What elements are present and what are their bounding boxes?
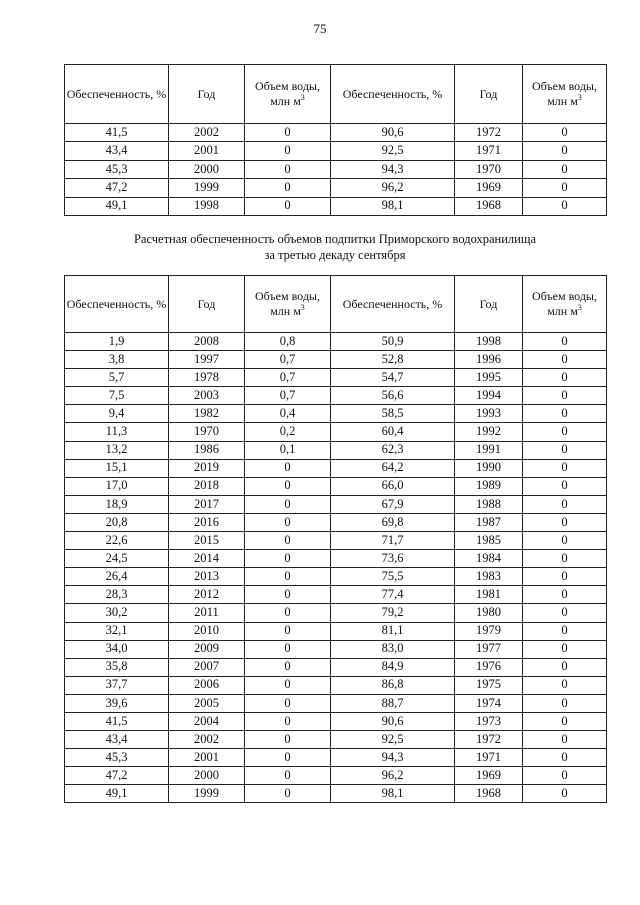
table-caption bbox=[0, 231, 640, 264]
cell-year: 1992 bbox=[455, 423, 523, 441]
cell-year: 1984 bbox=[455, 550, 523, 568]
cell-volume: 0 bbox=[245, 124, 331, 142]
table-row bbox=[65, 441, 607, 459]
table-row bbox=[65, 160, 607, 178]
cell-probability: 45,3 bbox=[65, 160, 169, 178]
cell-volume: 0,4 bbox=[245, 405, 331, 423]
cell-probability: 64,2 bbox=[331, 459, 455, 477]
cell-year: 1978 bbox=[169, 369, 245, 387]
cell-year: 1969 bbox=[455, 767, 523, 785]
cell-probability: 98,1 bbox=[331, 197, 455, 215]
cell-volume: 0,2 bbox=[245, 423, 331, 441]
cell-volume: 0 bbox=[245, 550, 331, 568]
table-row bbox=[65, 731, 607, 749]
table-row bbox=[65, 495, 607, 513]
header-volume: Объем воды, млн $м^3$ bbox=[245, 276, 331, 333]
cell-volume: 0 bbox=[245, 179, 331, 197]
table-row bbox=[65, 124, 607, 142]
cell-probability: 54,7 bbox=[331, 369, 455, 387]
cell-year: 1983 bbox=[455, 568, 523, 586]
table-row bbox=[65, 767, 607, 785]
cell-year: 1997 bbox=[169, 351, 245, 369]
header-volume: Объем воды, млн $м^3$ bbox=[523, 65, 607, 124]
cell-year: 1994 bbox=[455, 387, 523, 405]
header-probability: Обеспеченность, % bbox=[65, 65, 169, 124]
cell-year: 1999 bbox=[169, 785, 245, 803]
cell-volume: 0 bbox=[523, 658, 607, 676]
cell-volume: 0 bbox=[523, 441, 607, 459]
cell-volume: 0 bbox=[245, 658, 331, 676]
table-row bbox=[65, 405, 607, 423]
cell-year: 1995 bbox=[455, 369, 523, 387]
cell-volume: 0 bbox=[245, 513, 331, 531]
cell-volume: 0 bbox=[245, 712, 331, 730]
table-row bbox=[65, 604, 607, 622]
cell-probability: 1,9 bbox=[65, 333, 169, 351]
cell-volume: 0 bbox=[523, 622, 607, 640]
table-row bbox=[65, 459, 607, 477]
cell-year: 1986 bbox=[169, 441, 245, 459]
cell-year: 1996 bbox=[455, 351, 523, 369]
cell-year: 1972 bbox=[455, 124, 523, 142]
cell-year: 1973 bbox=[455, 712, 523, 730]
cell-volume: 0 bbox=[523, 333, 607, 351]
cell-volume: 0 bbox=[523, 142, 607, 160]
cell-probability: 43,4 bbox=[65, 731, 169, 749]
cell-year: 1970 bbox=[455, 160, 523, 178]
header-year: Год bbox=[455, 276, 523, 333]
cell-probability: 18,9 bbox=[65, 495, 169, 513]
cell-year: 2013 bbox=[169, 568, 245, 586]
cell-probability: 58,5 bbox=[331, 405, 455, 423]
cell-year: 1980 bbox=[455, 604, 523, 622]
cell-probability: 81,1 bbox=[331, 622, 455, 640]
table-row bbox=[65, 568, 607, 586]
cell-probability: 56,6 bbox=[331, 387, 455, 405]
cell-year: 1991 bbox=[455, 441, 523, 459]
cell-year: 2003 bbox=[169, 387, 245, 405]
cell-volume: 0 bbox=[245, 532, 331, 550]
cell-probability: 7,5 bbox=[65, 387, 169, 405]
page-number: 75 bbox=[313, 21, 327, 36]
cell-probability: 26,4 bbox=[65, 568, 169, 586]
cell-volume: 0 bbox=[245, 640, 331, 658]
cell-probability: 98,1 bbox=[331, 785, 455, 803]
cell-probability: 94,3 bbox=[331, 160, 455, 178]
cell-probability: 37,7 bbox=[65, 676, 169, 694]
cell-volume: 0 bbox=[523, 550, 607, 568]
cell-year: 2019 bbox=[169, 459, 245, 477]
cell-volume: 0 bbox=[523, 604, 607, 622]
cell-volume: 0 bbox=[523, 495, 607, 513]
cell-volume: 0 bbox=[523, 477, 607, 495]
cell-probability: 9,4 bbox=[65, 405, 169, 423]
cell-volume: 0,7 bbox=[245, 387, 331, 405]
caption-line-1: Расчетная обеспеченность объемов подпитки Приморского водохранилища bbox=[133, 232, 537, 246]
cell-volume: 0 bbox=[245, 160, 331, 178]
cell-volume: 0 bbox=[245, 622, 331, 640]
cell-year: 2005 bbox=[169, 694, 245, 712]
cell-volume: 0 bbox=[245, 495, 331, 513]
cell-volume: 0 bbox=[245, 694, 331, 712]
cell-volume: 0 bbox=[245, 749, 331, 767]
cell-volume: 0 bbox=[523, 532, 607, 550]
table-row bbox=[65, 640, 607, 658]
cell-year: 2016 bbox=[169, 513, 245, 531]
cell-volume: 0 bbox=[523, 124, 607, 142]
cell-year: 1974 bbox=[455, 694, 523, 712]
table-row bbox=[65, 333, 607, 351]
caption-line-2: за третью декаду сентября bbox=[264, 248, 406, 263]
cell-volume: 0 bbox=[523, 694, 607, 712]
cell-volume: 0 bbox=[523, 785, 607, 803]
cell-probability: 90,6 bbox=[331, 712, 455, 730]
cell-year: 2017 bbox=[169, 495, 245, 513]
table-row bbox=[65, 658, 607, 676]
cell-year: 1971 bbox=[455, 749, 523, 767]
cell-probability: 50,9 bbox=[331, 333, 455, 351]
cell-year: 2000 bbox=[169, 767, 245, 785]
cell-volume: 0 bbox=[523, 179, 607, 197]
cell-year: 2002 bbox=[169, 124, 245, 142]
table-row bbox=[65, 694, 607, 712]
cell-probability: 20,8 bbox=[65, 513, 169, 531]
cell-volume: 0 bbox=[245, 676, 331, 694]
cell-volume: 0,7 bbox=[245, 369, 331, 387]
table-header-row bbox=[65, 65, 607, 124]
cell-year: 2001 bbox=[169, 749, 245, 767]
cell-year: 1989 bbox=[455, 477, 523, 495]
cell-volume: 0 bbox=[523, 160, 607, 178]
cell-probability: 41,5 bbox=[65, 124, 169, 142]
cell-probability: 24,5 bbox=[65, 550, 169, 568]
table-row bbox=[65, 712, 607, 730]
cell-year: 2007 bbox=[169, 658, 245, 676]
cell-year: 2009 bbox=[169, 640, 245, 658]
cell-probability: 73,6 bbox=[331, 550, 455, 568]
cell-year: 1979 bbox=[455, 622, 523, 640]
cell-probability: 32,1 bbox=[65, 622, 169, 640]
cell-volume: 0 bbox=[523, 731, 607, 749]
header-probability: Обеспеченность, % bbox=[331, 65, 455, 124]
cell-year: 2018 bbox=[169, 477, 245, 495]
cell-year: 2001 bbox=[169, 142, 245, 160]
cell-year: 1998 bbox=[455, 333, 523, 351]
cell-probability: 77,4 bbox=[331, 586, 455, 604]
cell-probability: 17,0 bbox=[65, 477, 169, 495]
cell-probability: 49,1 bbox=[65, 197, 169, 215]
cell-probability: 83,0 bbox=[331, 640, 455, 658]
cell-year: 1969 bbox=[455, 179, 523, 197]
cell-volume: 0 bbox=[245, 586, 331, 604]
cell-probability: 94,3 bbox=[331, 749, 455, 767]
cell-probability: 96,2 bbox=[331, 767, 455, 785]
cell-year: 2015 bbox=[169, 532, 245, 550]
cell-probability: 67,9 bbox=[331, 495, 455, 513]
header-year: Год bbox=[455, 65, 523, 124]
cell-probability: 22,6 bbox=[65, 532, 169, 550]
table-row bbox=[65, 369, 607, 387]
cell-volume: 0 bbox=[245, 604, 331, 622]
cell-year: 1987 bbox=[455, 513, 523, 531]
cell-probability: 5,7 bbox=[65, 369, 169, 387]
cell-probability: 34,0 bbox=[65, 640, 169, 658]
supply-table-top bbox=[64, 64, 607, 216]
table-row bbox=[65, 142, 607, 160]
cell-probability: 62,3 bbox=[331, 441, 455, 459]
cell-year: 2000 bbox=[169, 160, 245, 178]
cell-year: 2008 bbox=[169, 333, 245, 351]
cell-year: 1968 bbox=[455, 785, 523, 803]
cell-probability: 79,2 bbox=[331, 604, 455, 622]
cell-probability: 43,4 bbox=[65, 142, 169, 160]
cell-year: 2006 bbox=[169, 676, 245, 694]
cell-year: 1970 bbox=[169, 423, 245, 441]
cell-year: 2014 bbox=[169, 550, 245, 568]
cell-probability: 47,2 bbox=[65, 179, 169, 197]
cell-volume: 0,7 bbox=[245, 351, 331, 369]
cell-volume: 0 bbox=[523, 405, 607, 423]
cell-probability: 45,3 bbox=[65, 749, 169, 767]
cell-probability: 69,8 bbox=[331, 513, 455, 531]
cell-probability: 66,0 bbox=[331, 477, 455, 495]
cell-probability: 75,5 bbox=[331, 568, 455, 586]
cell-probability: 28,3 bbox=[65, 586, 169, 604]
cell-year: 1975 bbox=[455, 676, 523, 694]
table-row bbox=[65, 179, 607, 197]
cell-volume: 0,1 bbox=[245, 441, 331, 459]
cell-year: 1972 bbox=[455, 731, 523, 749]
cell-volume: 0,8 bbox=[245, 333, 331, 351]
cell-year: 1985 bbox=[455, 532, 523, 550]
header-probability: Обеспеченность, % bbox=[331, 276, 455, 333]
table-row bbox=[65, 387, 607, 405]
table-row bbox=[65, 550, 607, 568]
cell-volume: 0 bbox=[245, 459, 331, 477]
cell-volume: 0 bbox=[523, 749, 607, 767]
table-row bbox=[65, 197, 607, 215]
cell-volume: 0 bbox=[523, 197, 607, 215]
cell-volume: 0 bbox=[523, 640, 607, 658]
cell-probability: 35,8 bbox=[65, 658, 169, 676]
cell-year: 2012 bbox=[169, 586, 245, 604]
header-year: Год bbox=[169, 65, 245, 124]
cell-year: 1976 bbox=[455, 658, 523, 676]
table-row bbox=[65, 785, 607, 803]
cell-probability: 52,8 bbox=[331, 351, 455, 369]
cell-year: 2010 bbox=[169, 622, 245, 640]
cell-probability: 41,5 bbox=[65, 712, 169, 730]
table-row bbox=[65, 622, 607, 640]
table-row bbox=[65, 513, 607, 531]
cell-year: 2011 bbox=[169, 604, 245, 622]
cell-year: 1971 bbox=[455, 142, 523, 160]
cell-year: 1982 bbox=[169, 405, 245, 423]
cell-probability: 92,5 bbox=[331, 731, 455, 749]
cell-volume: 0 bbox=[523, 513, 607, 531]
cell-probability: 60,4 bbox=[331, 423, 455, 441]
table-row bbox=[65, 351, 607, 369]
table-row bbox=[65, 749, 607, 767]
cell-probability: 84,9 bbox=[331, 658, 455, 676]
cell-volume: 0 bbox=[523, 586, 607, 604]
table-row bbox=[65, 477, 607, 495]
cell-probability: 47,2 bbox=[65, 767, 169, 785]
header-volume: Объем воды, млн $м^3$ bbox=[245, 65, 331, 124]
cell-volume: 0 bbox=[245, 477, 331, 495]
cell-volume: 0 bbox=[523, 459, 607, 477]
supply-table-september-third-decade bbox=[64, 275, 607, 803]
cell-year: 1968 bbox=[455, 197, 523, 215]
cell-probability: 3,8 bbox=[65, 351, 169, 369]
header-volume: Объем воды, млн $м^3$ bbox=[523, 276, 607, 333]
table-row bbox=[65, 676, 607, 694]
cell-probability: 30,2 bbox=[65, 604, 169, 622]
cell-volume: 0 bbox=[523, 387, 607, 405]
cell-year: 1999 bbox=[169, 179, 245, 197]
cell-volume: 0 bbox=[523, 712, 607, 730]
cell-probability: 13,2 bbox=[65, 441, 169, 459]
cell-volume: 0 bbox=[523, 369, 607, 387]
cell-volume: 0 bbox=[245, 767, 331, 785]
cell-year: 1988 bbox=[455, 495, 523, 513]
cell-year: 1998 bbox=[169, 197, 245, 215]
table-row bbox=[65, 586, 607, 604]
cell-probability: 88,7 bbox=[331, 694, 455, 712]
cell-volume: 0 bbox=[245, 568, 331, 586]
cell-probability: 39,6 bbox=[65, 694, 169, 712]
cell-volume: 0 bbox=[523, 767, 607, 785]
cell-year: 2004 bbox=[169, 712, 245, 730]
cell-year: 1990 bbox=[455, 459, 523, 477]
cell-volume: 0 bbox=[245, 142, 331, 160]
table-row bbox=[65, 532, 607, 550]
cell-volume: 0 bbox=[245, 731, 331, 749]
cell-year: 1981 bbox=[455, 586, 523, 604]
cell-probability: 11,3 bbox=[65, 423, 169, 441]
header-probability: Обеспеченность, % bbox=[65, 276, 169, 333]
cell-probability: 71,7 bbox=[331, 532, 455, 550]
cell-volume: 0 bbox=[523, 568, 607, 586]
cell-year: 1993 bbox=[455, 405, 523, 423]
cell-probability: 15,1 bbox=[65, 459, 169, 477]
cell-volume: 0 bbox=[523, 351, 607, 369]
header-year: Год bbox=[169, 276, 245, 333]
table-row bbox=[65, 423, 607, 441]
cell-volume: 0 bbox=[245, 197, 331, 215]
cell-year: 1977 bbox=[455, 640, 523, 658]
cell-volume: 0 bbox=[523, 676, 607, 694]
cell-probability: 86,8 bbox=[331, 676, 455, 694]
cell-volume: 0 bbox=[523, 423, 607, 441]
cell-volume: 0 bbox=[245, 785, 331, 803]
cell-probability: 49,1 bbox=[65, 785, 169, 803]
cell-probability: 92,5 bbox=[331, 142, 455, 160]
cell-year: 2002 bbox=[169, 731, 245, 749]
cell-probability: 96,2 bbox=[331, 179, 455, 197]
table-header-row bbox=[65, 276, 607, 333]
cell-probability: 90,6 bbox=[331, 124, 455, 142]
